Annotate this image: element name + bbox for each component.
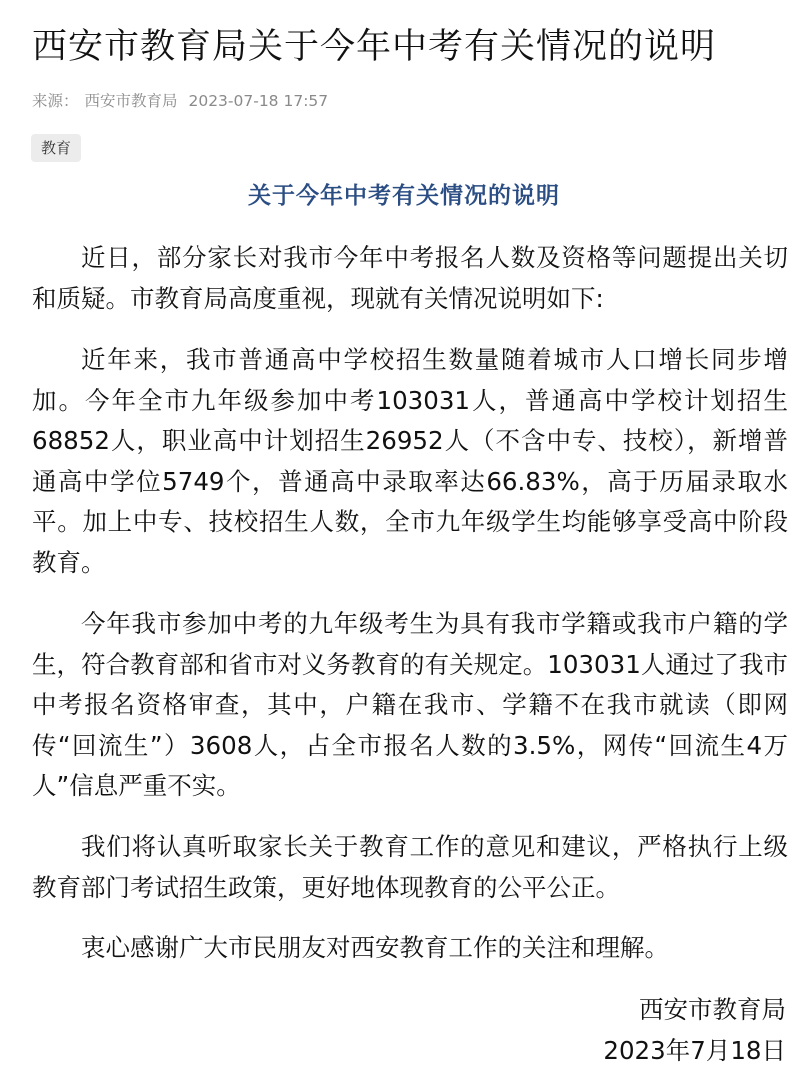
article-subtitle: 关于今年中考有关情况的说明	[248, 183, 560, 209]
signature-org: 西安市教育局	[639, 995, 786, 1024]
paragraph-4: 我们将认真听取家长关于教育工作的意见和建议，严格执行上级教育部门考试招生政策，更好地体现教育的公平公正。	[32, 832, 788, 902]
paragraph-1: 近日，部分家长对我市今年中考报名人数及资格等问题提出关切和质疑。市教育局高度重视，现就有关情况说明如下:	[32, 243, 788, 313]
signature-date: 2023年7月18日	[603, 1036, 786, 1065]
source-name: 西安市教育局	[84, 92, 178, 110]
paragraph-3: 今年我市参加中考的九年级考生为具有我市学籍或我市户籍的学生，符合教育部和省市对义务教育的有关规定。103031人通过了我市中考报名资格审查，其中，户籍在我市、学籍不在我市就读（即网传“回流生”）3608人，占全市报名人数的3.5%，网传“回流生4万人”信息严重不实。	[32, 609, 788, 801]
paragraph-5: 衷心感谢广大市民朋友对西安教育工作的关注和理解。	[81, 933, 669, 962]
article-meta	[32, 90, 334, 112]
source-label: 来源：	[32, 92, 79, 110]
paragraph-2: 近年来，我市普通高中学校招生数量随着城市人口增长同步增加。今年全市九年级参加中考103031人，普通高中学校计划招生68852人，职业高中计划招生26952人（不含中专、技校），新增普通高中学位5749个，普通高中录取率达66.83%，高于历届录取水平。加上中专、技校招生人数，全市九年级学生均能够享受高中阶段教育。	[32, 345, 788, 577]
category-tag[interactable]: 教育	[31, 134, 81, 162]
publish-time: 2023-07-18 17:57	[188, 92, 329, 110]
article-title: 西安市教育局关于今年中考有关情况的说明	[32, 27, 717, 67]
